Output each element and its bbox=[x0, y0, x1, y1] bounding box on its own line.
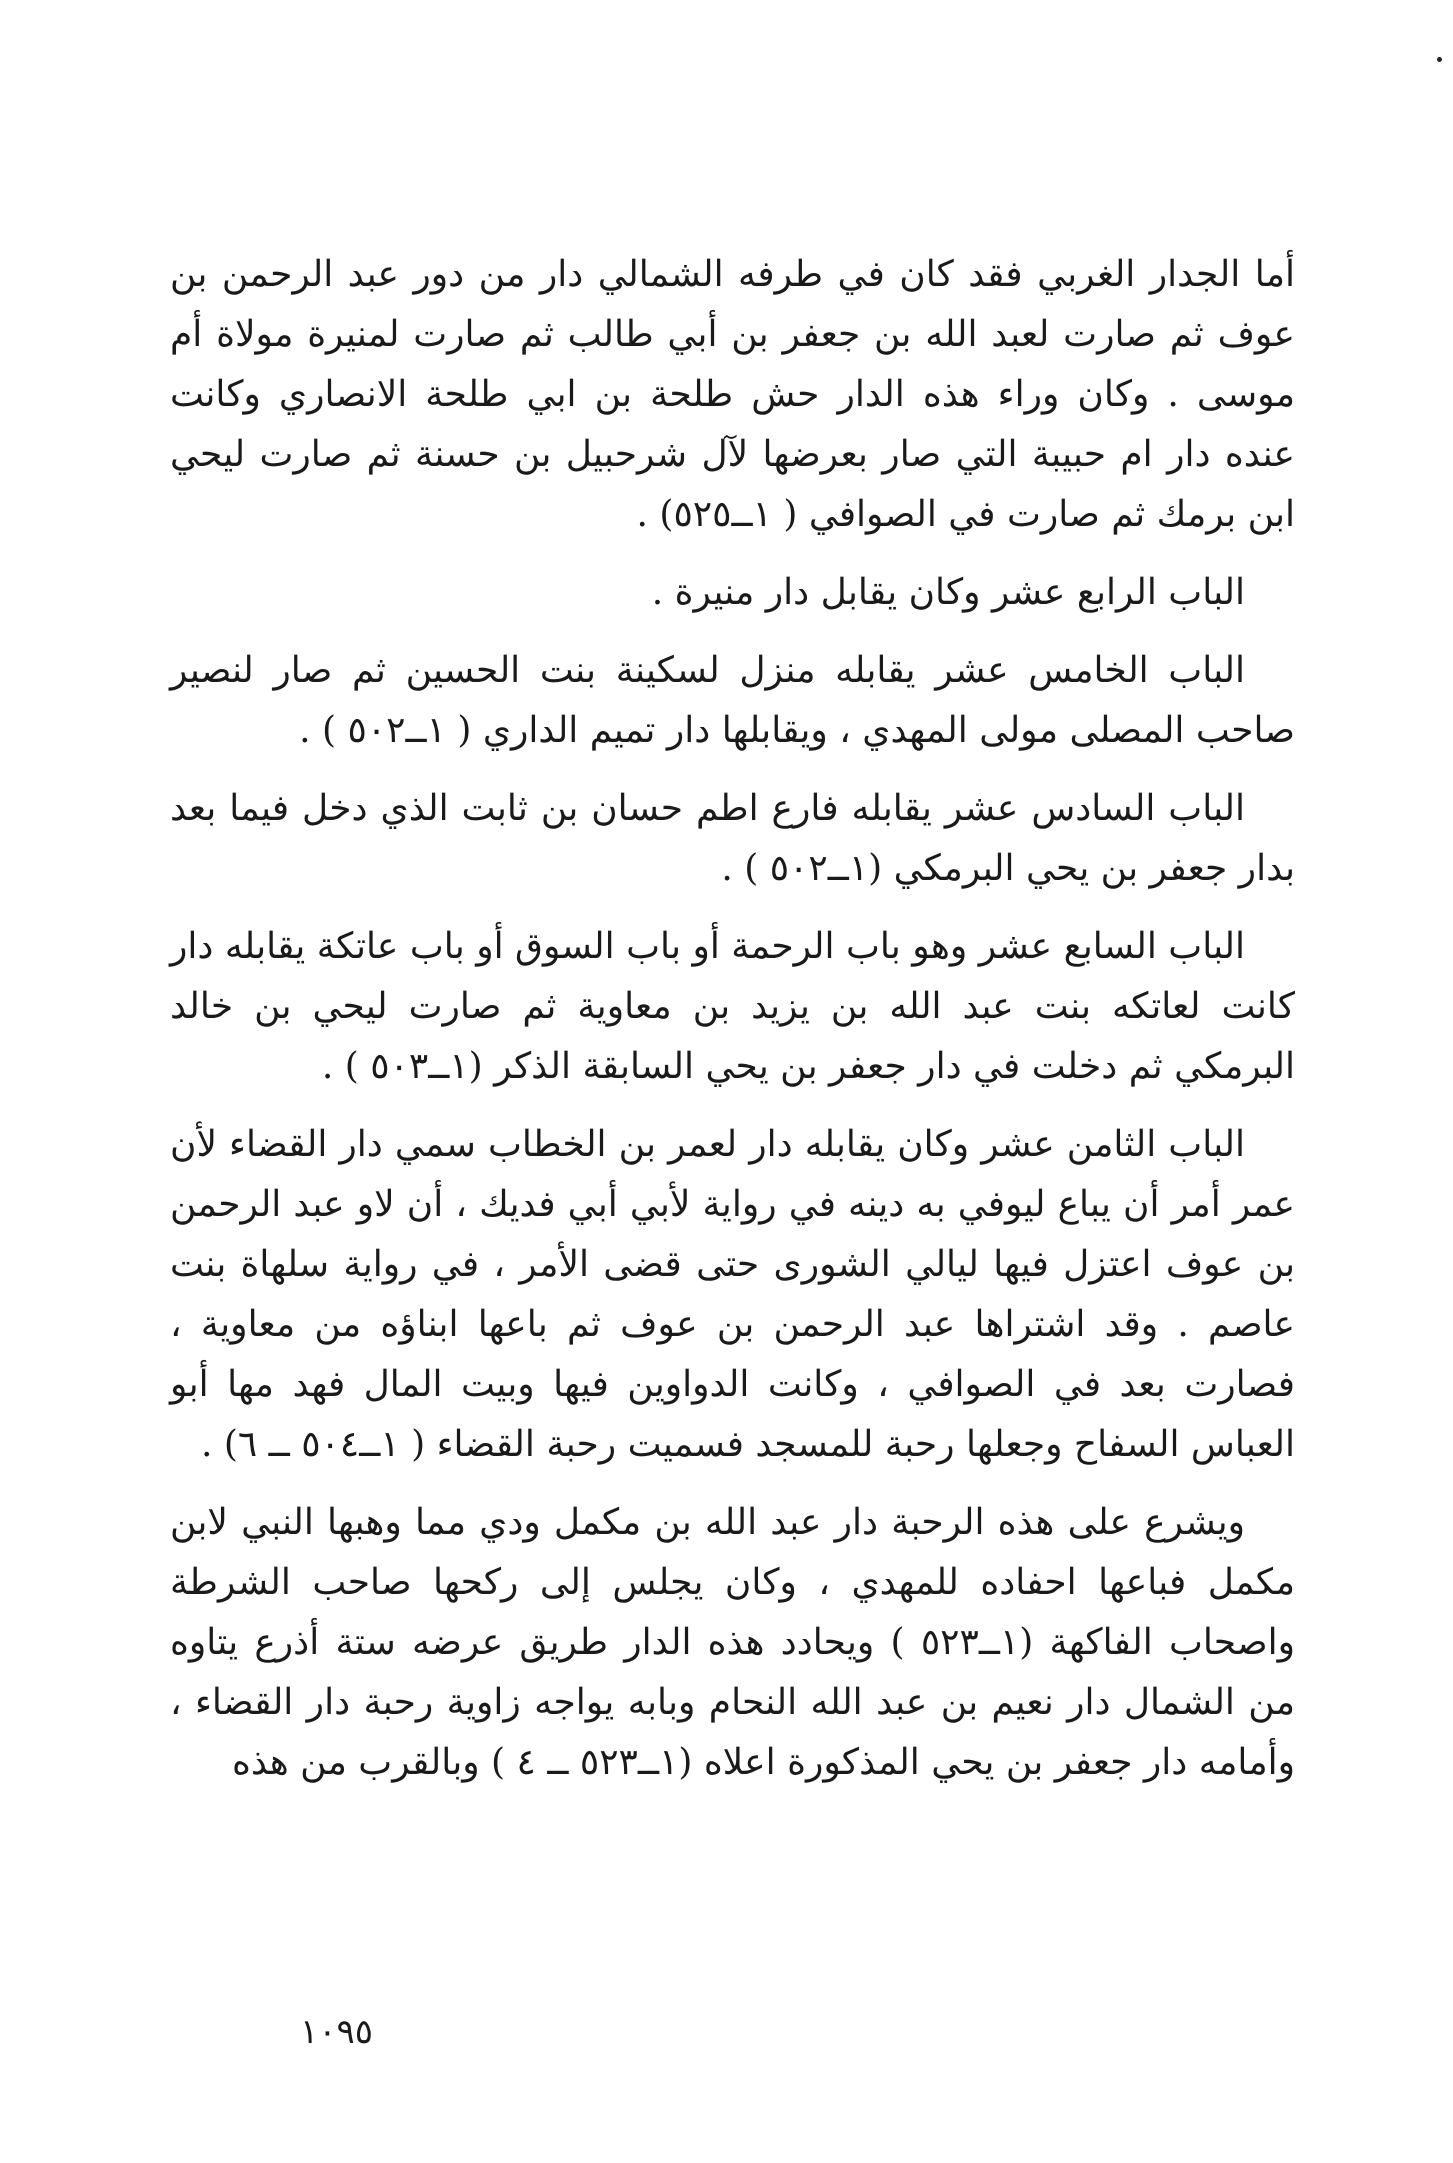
body-text bbox=[170, 245, 1295, 1811]
paragraph-western-wall: أما الجدار الغربي فقد كان في طرفه الشمالي دار من دور عبد الرحمن بن عوف ثم صارت لعبد الله بن جعفر بن أبي طالب ثم صارت لمنيرة مولاة أم موسى . وكان وراء هذه الدار حش طلحة بن ابي طلحة الانصاري وكانت عنده دار ام حبيبة التي صار بعرضها لآل شرحبيل بن حسنة ثم صارت ليحي ابن برمك ثم صارت في الصوافي ( ١ــ٥٢٥) . bbox=[170, 254, 1295, 535]
paragraph-gate-15: الباب الخامس عشر يقابله منزل لسكينة بنت الحسين ثم صار لنصير صاحب المصلى مولى المهدي ، ويقابلها دار تميم الداري ( ١ــ٥٠٢ ) . bbox=[170, 650, 1295, 751]
paragraph-gate-17: الباب السابع عشر وهو باب الرحمة أو باب السوق أو باب عاتكة يقابله دار كانت لعاتكه بنت عبد الله بن يزيد بن معاوية ثم صارت ليحي بن خالد البرمكي ثم دخلت في دار جعفر بن يحي السابقة الذكر (١ــ٥٠٣ ) . bbox=[170, 926, 1295, 1087]
paragraph-gate-16: الباب السادس عشر يقابله فارع اطم حسان بن ثابت الذي دخل فيما بعد بدار جعفر بن يحي البرمكي (١ــ٥٠٢ ) . bbox=[170, 788, 1295, 889]
scan-speck bbox=[1437, 57, 1442, 62]
paragraph-gate-18: الباب الثامن عشر وكان يقابله دار لعمر بن الخطاب سمي دار القضاء لأن عمر أمر أن يباع ليوفي به دينه في رواية لأبي أبي فديك ، أن لاو عبد الرحمن بن عوف اعتزل فيها ليالي الشورى حتى قضى الأمر ، في رواية سلهاة بنت عاصم . وقد اشتراها عبد الرحمن بن عوف ثم باعها ابناؤه من معاوية ، فصارت بعد في الصوافي ، وكانت الدواوين فيها وبيت المال فهد مها أبو العباس السفاح وجعلها رحبة للمسجد فسميت رحبة القضاء ( ١ــ٥٠٤ ــ ٦) . bbox=[170, 1124, 1295, 1465]
paragraph-rahba: ويشرع على هذه الرحبة دار عبد الله بن مكمل ودي مما وهبها النبي لابن مكمل فباعها احفاده للمهدي ، وكان يجلس إلى ركحها صاحب الشرطة واصحاب الفاكهة (١ــ٥٢٣ ) ويحادد هذه الدار طريق عرضه ستة أذرع يتاوه من الشمال دار نعيم بن عبد الله النحام وبابه يواجه زاوية رحبة دار القضاء ، وأمامه دار جعفر بن يحي المذكورة اعلاه (١ــ٥٢٣ ــ ٤ ) وبالقرب من هذه bbox=[170, 1502, 1295, 1783]
page-number: ١٠٩٥ bbox=[300, 2012, 374, 2052]
paragraph-gate-14: الباب الرابع عشر وكان يقابل دار منيرة . bbox=[651, 572, 1245, 613]
